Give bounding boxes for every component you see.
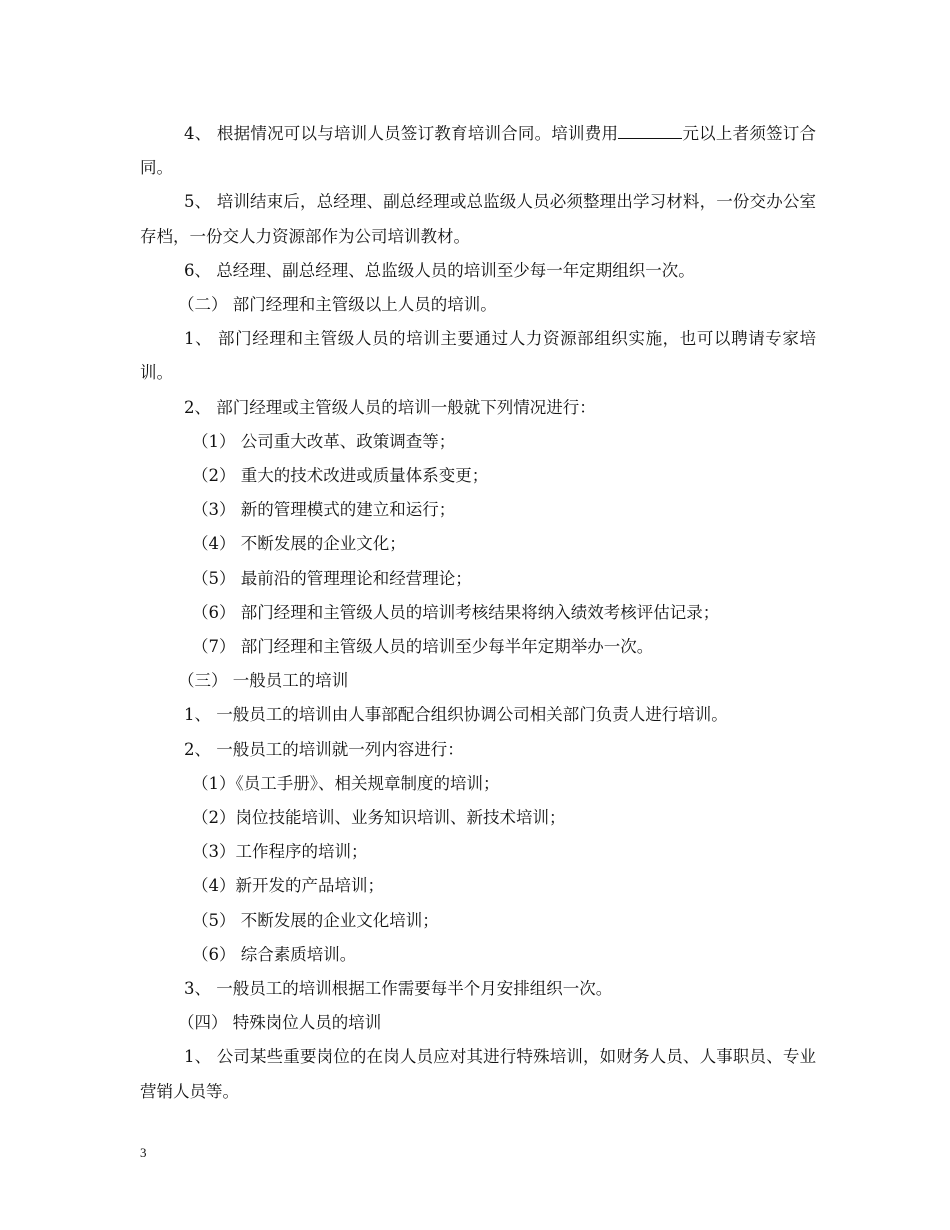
page-number: 3 <box>140 1145 147 1160</box>
section-heading-2: （二） 部门经理和主管级以上人员的培训。 <box>178 295 497 315</box>
section-heading-4: （四） 特殊岗位人员的培训 <box>178 1013 382 1033</box>
paragraph-s3-3: 3、 一般员工的培训根据工作需要每半个月安排组织一次。 <box>184 979 613 999</box>
paragraph-4: 4、 根据情况可以与培训人员签订教育培训合同。培训费用 元以上者须签订合同。 <box>140 124 817 178</box>
paragraph-s3-1: 1、 一般员工的培训由人事部配合组织协调公司相关部门负责人进行培训。 <box>184 705 728 725</box>
list-item: （3）工作程序的培训； <box>192 842 368 862</box>
list-item: （6） 综合素质培训。 <box>192 944 357 964</box>
list-item: （1） 公司重大改革、政策调查等； <box>192 431 456 451</box>
section-heading-3: （三） 一般员工的培训 <box>178 671 349 691</box>
list-item: （2） 重大的技术改进或质量体系变更； <box>192 466 489 486</box>
list-item: （2）岗位技能培训、业务知识培训、新技术培训； <box>192 808 566 828</box>
paragraph-s4-1: 1、 公司某些重要岗位的在岗人员应对其进行特殊培训，如财务人员、人事职员、专业营销人员等。 <box>140 1047 816 1101</box>
paragraph-s2-2: 2、 部门经理或主管级人员的培训一般就下列情况进行： <box>184 397 596 417</box>
paragraph-s3-2: 2、 一般员工的培训就一列内容进行： <box>184 739 464 759</box>
paragraph-5: 5、 培训结束后，总经理、副总经理或总监级人员必须整理出学习材料，一份交办公室存档，一份交人力资源部作为公司培训教材。 <box>140 192 816 246</box>
list-item: （1）《员工手册》、相关规章制度的培训； <box>192 773 500 793</box>
list-item: （7） 部门经理和主管级人员的培训至少每半年定期举办一次。 <box>192 637 654 657</box>
document-body <box>140 117 816 1109</box>
list-item: （5） 不断发展的企业文化培训； <box>192 910 439 930</box>
list-item: （4） 不断发展的企业文化； <box>192 534 406 554</box>
list-item: （5） 最前沿的管理理论和经营理论； <box>192 568 472 588</box>
paragraph-6: 6、 总经理、副总经理、总监级人员的培训至少每一年定期组织一次。 <box>184 260 695 280</box>
fill-in-blank <box>618 124 682 139</box>
list-item: （6） 部门经理和主管级人员的培训考核结果将纳入绩效考核评估记录； <box>192 602 720 622</box>
list-item: （3） 新的管理模式的建立和运行； <box>192 500 456 520</box>
paragraph-s2-1: 1、 部门经理和主管级人员的培训主要通过人力资源部组织实施，也可以聘请专家培训。 <box>140 329 816 383</box>
list-item: （4）新开发的产品培训； <box>192 876 384 896</box>
